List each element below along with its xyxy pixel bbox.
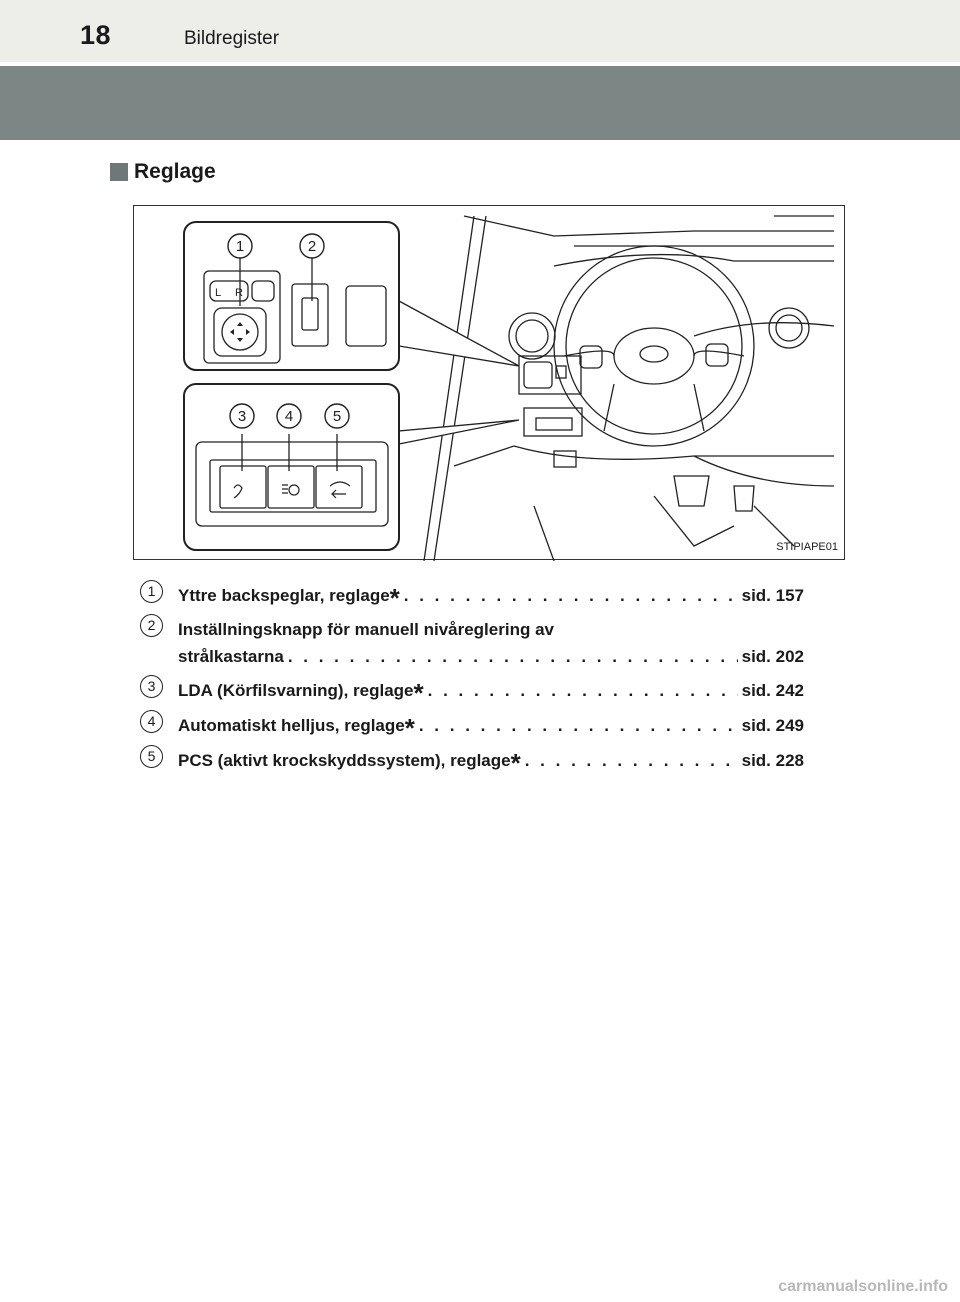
item-text: Automatiskt helljus, reglage* [178, 713, 415, 743]
callout-2: 2 [307, 238, 317, 255]
callout-5: 5 [332, 408, 342, 425]
mirror-right-label: R [235, 287, 243, 299]
callout-1: 1 [235, 238, 245, 255]
dashboard-drawing [134, 206, 846, 561]
leader-dots [404, 586, 738, 606]
controls-illustration [133, 205, 845, 560]
section-title: Reglage [134, 160, 216, 183]
item-number: 5 [140, 745, 163, 768]
leader-dots [525, 751, 738, 771]
item-text: Yttre backspeglar, reglage* [178, 583, 400, 613]
item-text: PCS (aktivt krockskyddssystem), reglage* [178, 748, 521, 778]
page-header [0, 0, 960, 62]
page-reference[interactable]: sid. 202 [741, 647, 804, 666]
section-marker [110, 163, 128, 181]
leader-dots [428, 681, 738, 701]
item-number: 3 [140, 675, 163, 698]
item-text-line1: Inställningsknapp för manuell nivåreglering av [178, 620, 554, 639]
page-reference[interactable]: sid. 249 [741, 716, 804, 735]
callout-4: 4 [284, 408, 294, 425]
leader-dots [288, 647, 738, 667]
page-number: 18 [80, 20, 112, 50]
item-number: 1 [140, 580, 163, 603]
callout-3: 3 [237, 408, 247, 425]
footer-watermark: carmanualsonline.info [778, 1278, 948, 1295]
mirror-left-label: L [215, 287, 222, 299]
leader-dots [419, 716, 738, 736]
figure-code: STIPIAPE01 [776, 541, 838, 553]
item-text: strålkastarna [178, 647, 284, 666]
page-reference[interactable]: sid. 242 [741, 681, 804, 700]
header-band [0, 66, 960, 140]
page-reference[interactable]: sid. 228 [741, 751, 804, 770]
item-number: 2 [140, 614, 163, 637]
page-reference[interactable]: sid. 157 [741, 586, 804, 605]
header-title: Bildregister [184, 28, 280, 49]
item-text: LDA (Körfilsvarning), reglage* [178, 678, 424, 708]
item-number: 4 [140, 710, 163, 733]
list-item [140, 614, 820, 674]
